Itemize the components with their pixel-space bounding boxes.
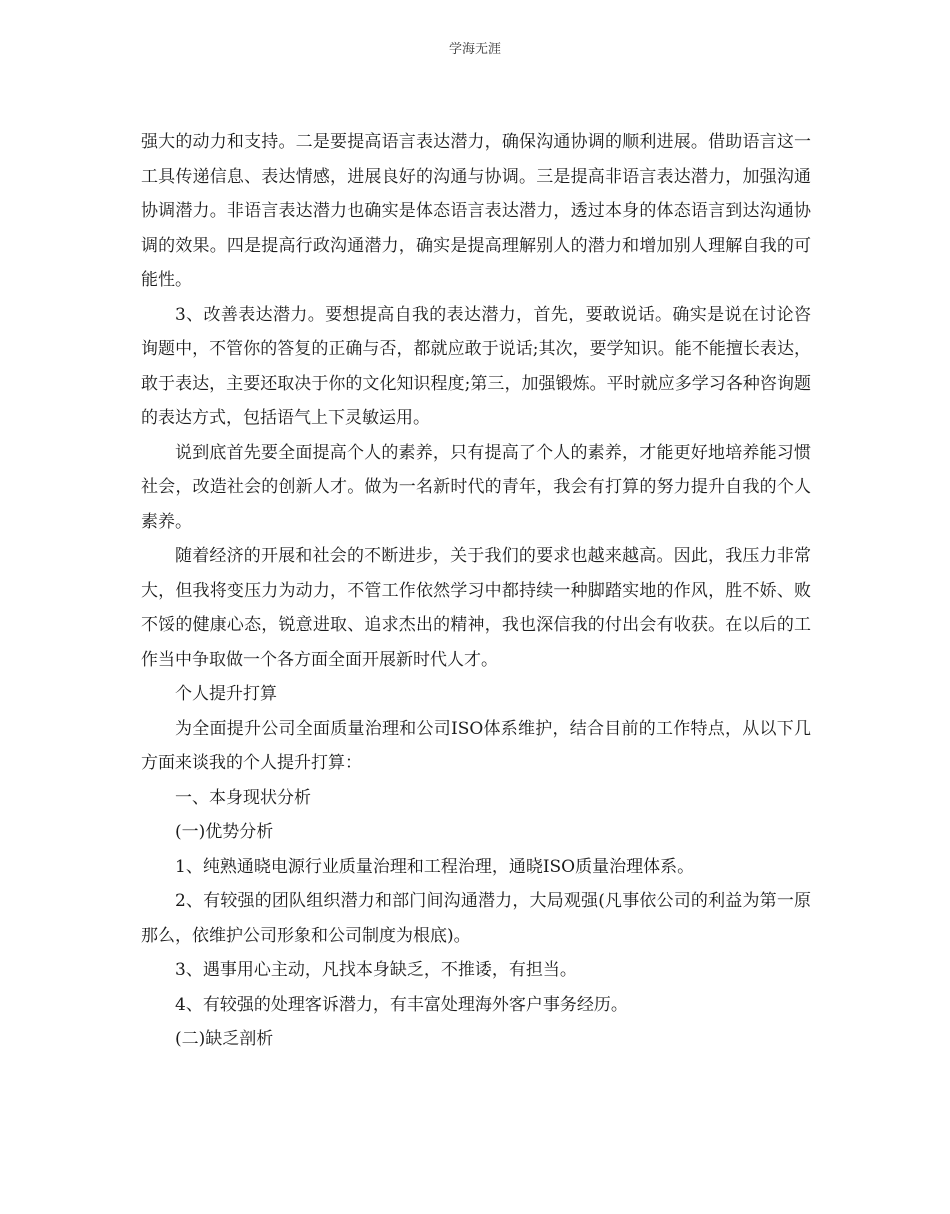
- list-item-strength-1: 1、纯熟通晓电源行业质量治理和工程治理，通晓ISO质量治理体系。: [175, 856, 695, 877]
- paragraph-economic-development: 随着经济的开展和社会的不断进步，关于我们的要求也越来越高。因此，我压力非常大，但我将变压力为动力，不管工作依然学习中都持续一种脚踏实地的作风，胜不娇、败不馁的健康心态，锐意进取、追求杰出的精神，我也深信我的付出会有收获。在以后的工作当中争取做一个各方面全面开展新时代人才。: [141, 546, 811, 670]
- document-body: [141, 125, 811, 1057]
- paragraph-plan-intro: 为全面提升公司全面质量治理和公司ISO体系维护，结合目前的工作特点，从以下几方面来谈我的个人提升打算：: [141, 718, 811, 773]
- list-item-strength-3: 3、遇事用心主动，凡找本身缺乏，不推诿，有担当。: [175, 960, 577, 980]
- list-item-strength-2: 2、有较强的团队组织潜力和部门间沟通潜力，大局观强(凡事依公司的利益为第一原那么，依维护公司形象和公司制度为根底)。: [141, 891, 811, 946]
- page-header: 学海无涯: [448, 42, 501, 57]
- paragraph-personal-quality: 说到底首先要全面提高个人的素养，只有提高了个人的素养，才能更好地培养能习惯社会，改造社会的创新人才。做为一名新时代的青年，我会有打算的努力提升自我的个人素养。: [141, 442, 811, 532]
- subsection-heading-strengths: (一)优势分析: [175, 822, 274, 842]
- section-heading-personal-plan: 个人提升打算: [175, 684, 277, 704]
- list-item-strength-4: 4、有较强的处理客诉潜力，有丰富处理海外客户事务经历。: [175, 994, 628, 1015]
- paragraph-improve-expression: 3、改善表达潜力。要想提高自我的表达潜力，首先，要敢说话。确实是说在讨论咨询题中，不管你的答复的正确与否，都就应敢于说话;其次，要学知识。能不能擅长表达，敢于表达，主要还取决于你的文化知识程度;第三，加强锻炼。平时就应多学习各种咨询题的表达方式，包括语气上下灵敏运用。: [141, 304, 811, 428]
- section-heading-status-analysis: 一、本身现状分析: [175, 787, 311, 808]
- subsection-heading-weaknesses: (二)缺乏剖析: [175, 1029, 274, 1049]
- paragraph-communication-abilities: 强大的动力和支持。二是要提高语言表达潜力，确保沟通协调的顺利进展。借助语言这一工具传递信息、表达情感，进展良好的沟通与协调。三是提高非语言表达潜力，加强沟通协调潜力。非语言表达潜力也确实是体态语言表达潜力，透过本身的体态语言到达沟通协调的效果。四是提高行政沟通潜力，确实是提高理解别人的潜力和增加别人理解自我的可能性。: [141, 132, 811, 290]
